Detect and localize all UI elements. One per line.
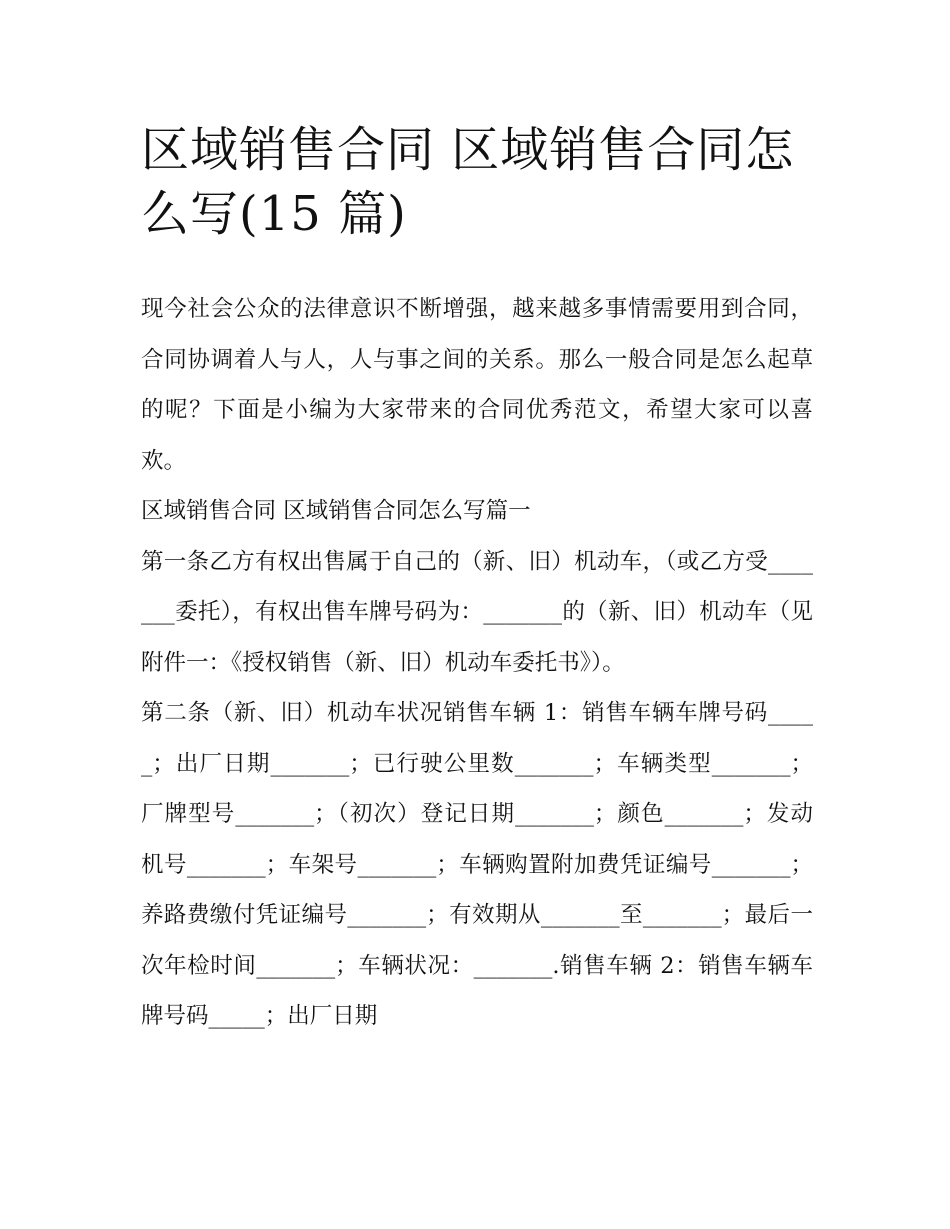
document-page <box>141 118 813 1042</box>
clause-1-paragraph: 第一条乙方有权出售属于自己的（新、旧）机动车，（或乙方受_______委托），有权出售车牌号码为：_______的（新、旧）机动车（见附件一：《授权销售（新、旧）机动车委托书》）。 <box>141 548 813 676</box>
intro-paragraph: 现今社会公众的法律意识不断增强，越来越多事情需要用到合同，合同协调着人与人，人与事之间的关系。那么一般合同是怎么起草的呢？下面是小编为大家带来的合同优秀范文，希望大家可以喜欢。 <box>141 296 813 474</box>
clause-2-paragraph: 第二条（新、旧）机动车状况销售车辆 1：销售车辆车牌号码_____；出厂日期_______；已行驶公里数_______；车辆类型_______；厂牌型号_______；（初次）登记日期_______；颜色_______；发动机号_______；车架号_______；车辆购置附加费凭证编号_______；养路费缴付凭证编号_______；有效期从_______至_______；最后一次年检时间_______；车辆状况：_______.销售车辆 2：销售车辆车牌号码_____；出厂日期 <box>141 700 813 1029</box>
document-title: 区域销售合同 区域销售合同怎么写(15 篇) <box>141 122 795 242</box>
section-heading: 区域销售合同 区域销售合同怎么写篇一 <box>141 498 531 524</box>
